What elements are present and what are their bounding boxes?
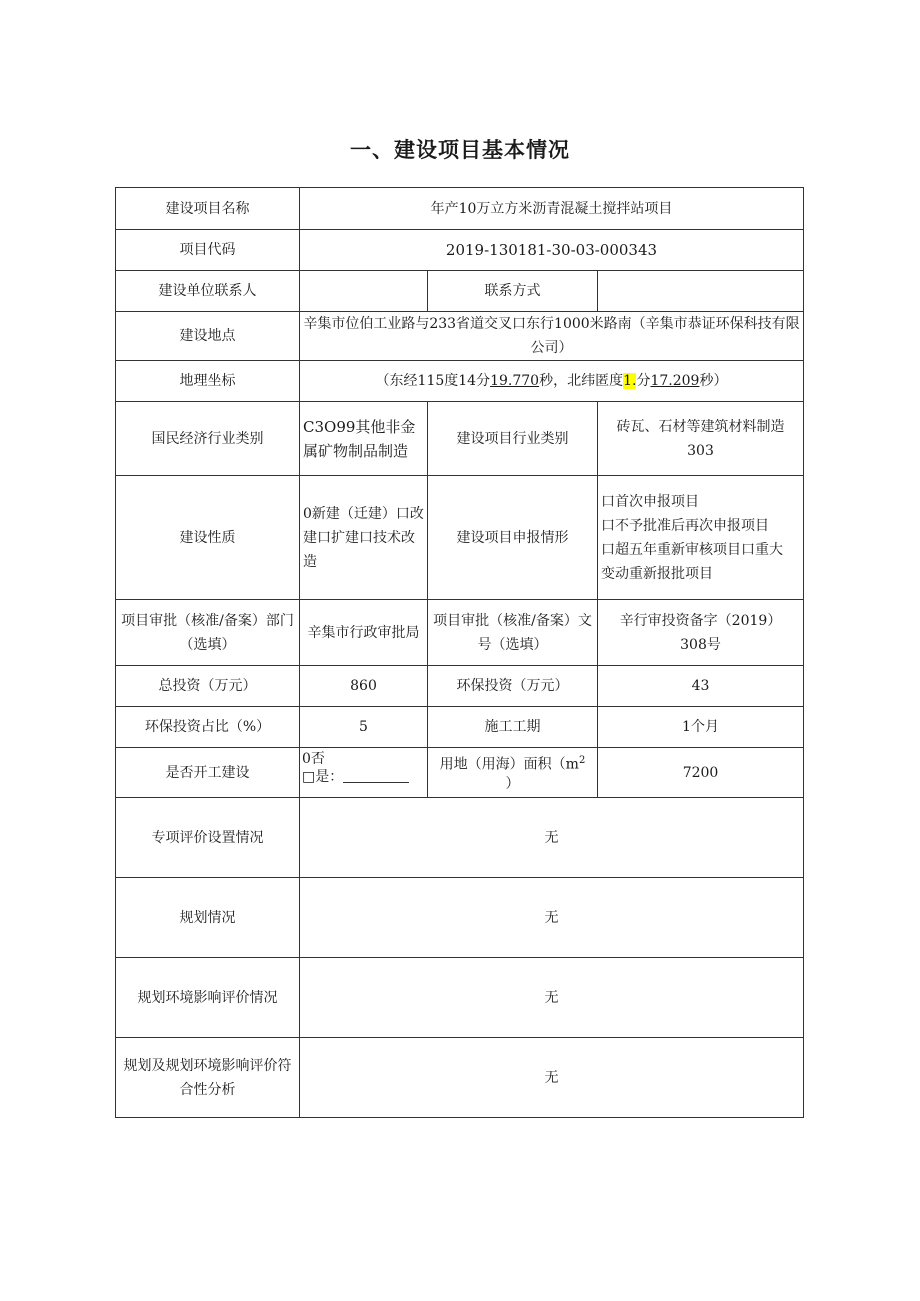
- row-contact: [116, 271, 804, 312]
- planning-env-value: 无: [300, 958, 804, 1038]
- nature-status-options: [598, 476, 804, 600]
- started-options: [300, 748, 428, 798]
- compliance-value: 无: [300, 1038, 804, 1118]
- project-name-value: 年产10万立方米沥青混凝土搅拌站项目: [300, 188, 804, 230]
- row-coordinates: [116, 361, 804, 402]
- status-option-major-change: 变动重新报批项目: [601, 565, 713, 582]
- project-code-label: 项目代码: [116, 230, 300, 271]
- planning-env-label: 规划环境影响评价情况: [116, 958, 300, 1038]
- env-investment-label: 环保投资（万元）: [428, 666, 598, 707]
- row-special: [116, 798, 804, 878]
- row-location: [116, 312, 804, 361]
- basic-info-table: [115, 187, 804, 1118]
- row-investment: [116, 666, 804, 707]
- project-code-value: 2019-130181-30-03-000343: [300, 230, 804, 271]
- row-planning-env: [116, 958, 804, 1038]
- industry-category-line-2: 303: [687, 442, 714, 459]
- row-planning: [116, 878, 804, 958]
- coord-prefix: （东经115度14分: [375, 373, 491, 389]
- period-label: 施工工期: [428, 707, 598, 748]
- coord-suffix: 秒）: [699, 373, 728, 389]
- contact-method-value: [598, 271, 804, 312]
- approval-doc-line-2: 308号: [680, 636, 721, 653]
- area-value: 7200: [598, 748, 804, 798]
- row-approval: [116, 600, 804, 666]
- contact-method-label: 联系方式: [428, 271, 598, 312]
- approval-doc-line-1: 辛行审投资备字（2019）: [619, 612, 782, 629]
- coordinates-label: 地理坐标: [116, 361, 300, 402]
- coord-lat-seconds: 17.209: [650, 373, 700, 389]
- started-yes-option: □是：: [302, 769, 344, 785]
- approval-doc-value: [598, 600, 804, 666]
- nature-label: 建设性质: [116, 476, 300, 600]
- ratio-value: 5: [300, 707, 428, 748]
- contact-value: [300, 271, 428, 312]
- coord-mid: 秒，北纬匿度: [539, 373, 624, 389]
- row-industry: [116, 402, 804, 476]
- coordinates-value: [300, 361, 804, 402]
- status-option-five-year: 口超五年重新审核项目口重大: [601, 541, 783, 558]
- approval-value: 辛集市行政审批局: [300, 600, 428, 666]
- started-label: 是否开工建设: [116, 748, 300, 798]
- row-started: [116, 748, 804, 798]
- status-option-first: 口首次申报项目: [601, 493, 699, 510]
- row-compliance: [116, 1038, 804, 1118]
- approval-doc-label: 项目审批（核准/备案）文号（选填）: [428, 600, 598, 666]
- project-name-label: 建设项目名称: [116, 188, 300, 230]
- industry-category-value: [598, 402, 804, 476]
- industry-label: 国民经济行业类别: [116, 402, 300, 476]
- contact-label: 建设单位联系人: [116, 271, 300, 312]
- investment-label: 总投资（万元）: [116, 666, 300, 707]
- industry-value: C3O99其他非金属矿物制品制造: [300, 402, 428, 476]
- industry-category-line-1: 砖瓦、石材等建筑材料制造: [616, 418, 785, 435]
- env-investment-value: 43: [598, 666, 804, 707]
- ratio-label: 环保投资占比（%）: [116, 707, 300, 748]
- row-project-name: [116, 188, 804, 230]
- page-title: 一、建设项目基本情况: [350, 138, 570, 162]
- row-nature: [116, 476, 804, 600]
- row-ratio: [116, 707, 804, 748]
- row-project-code: [116, 230, 804, 271]
- coord-lon-seconds: 19.770: [490, 373, 540, 389]
- approval-label: 项目审批（核准/备案）部门（选填）: [116, 600, 300, 666]
- status-option-resubmit: 口不予批准后再次申报项目: [601, 517, 769, 534]
- started-yes-blank: [343, 768, 409, 783]
- period-value: 1个月: [598, 707, 804, 748]
- planning-label: 规划情况: [116, 878, 300, 958]
- area-label: 用地（用海）面积（$m^2$ ）: [428, 748, 598, 798]
- investment-value: 860: [300, 666, 428, 707]
- coord-mid2: 分: [636, 373, 651, 389]
- coord-lat-minutes-highlight: 1.: [623, 373, 637, 389]
- special-value: 无: [300, 798, 804, 878]
- compliance-label: 规划及规划环境影响评价符合性分析: [116, 1038, 300, 1118]
- location-label: 建设地点: [116, 312, 300, 361]
- started-no-option: 0否: [302, 751, 325, 767]
- special-label: 专项评价设置情况: [116, 798, 300, 878]
- industry-category-label: 建设项目行业类别: [428, 402, 598, 476]
- planning-value: 无: [300, 878, 804, 958]
- nature-value: 0新建（迁建）口改建口扩建口技术改造: [300, 476, 428, 600]
- nature-status-label: 建设项目申报情形: [428, 476, 598, 600]
- location-value: 辛集市位伯工业路与233省道交叉口东行1000米路南（辛集市恭证环保科技有限公司）: [300, 312, 804, 361]
